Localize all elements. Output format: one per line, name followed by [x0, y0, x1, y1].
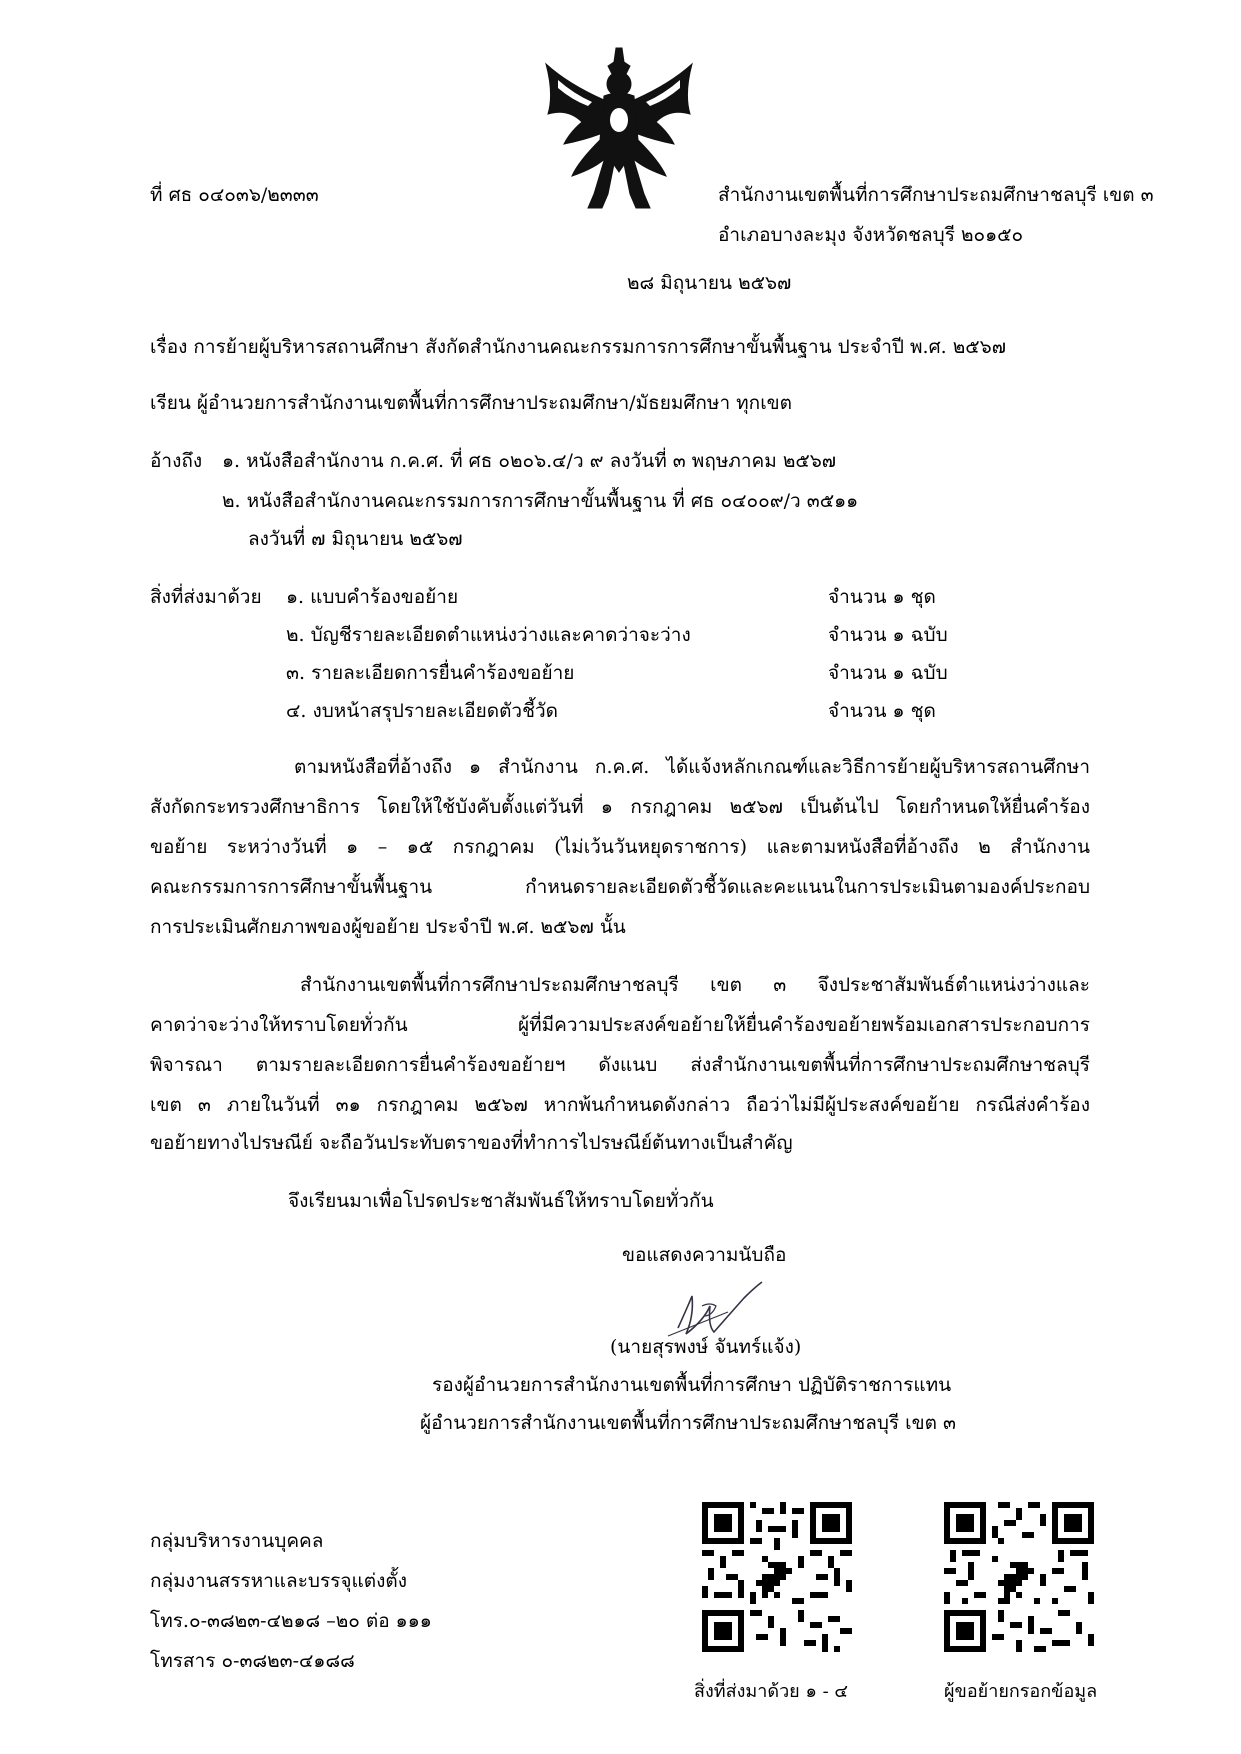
regards-line: ขอแสดงความนับถือ: [622, 1244, 787, 1266]
enclosure-item: ๒. บัญชีรายละเอียดตำแหน่งว่างและคาดว่าจะว่าง: [286, 624, 691, 646]
enclosure-item: ๓. รายละเอียดการยื่นคำร้องขอย้าย: [286, 662, 575, 684]
paragraph-2-line-1: สำนักงานเขตพื้นที่การศึกษาประถมศึกษาชลบุรี เขต ๓ จึงประชาสัมพันธ์ตำแหน่งว่างและ: [300, 974, 1090, 996]
paragraph-2-line-5: ขอย้ายทางไปรษณีย์ จะถือวันประทับตราของที่ทำการไปรษณีย์ต้นทางเป็นสำคัญ: [150, 1132, 793, 1154]
paragraph-2-line-3: พิจารณา ตามรายละเอียดการยื่นคำร้องขอย้ายฯ ดังแนบ ส่งสำนักงานเขตพื้นที่การศึกษาประถมศึกษาชลบุรี: [150, 1054, 1090, 1076]
signer-name: (นายสุรพงษ์ จันทร์แจ้ง): [610, 1336, 802, 1358]
document-number: ที่ ศธ ๐๔๐๓๖/๒๓๓๓: [150, 184, 319, 206]
letter-date: ๒๘ มิถุนายน ๒๕๖๗: [627, 272, 792, 294]
references-label: อ้างถึง: [150, 450, 203, 472]
signer-position-2: ผู้อำนวยการสำนักงานเขตพื้นที่การศึกษาประถมศึกษาชลบุรี เขต ๓: [420, 1412, 957, 1434]
enclosure-qty: จำนวน ๑ ชุด: [828, 700, 936, 722]
footer-phone: โทร.๐-๓๘๒๓-๔๒๑๘ –๒๐ ต่อ ๑๑๑: [150, 1610, 432, 1632]
closing-line: จึงเรียนมาเพื่อโปรดประชาสัมพันธ์ให้ทราบโดยทั่วกัน: [288, 1190, 714, 1212]
signer-position-1: รองผู้อำนวยการสำนักงานเขตพื้นที่การศึกษา ปฏิบัติราชการแทน: [432, 1374, 952, 1396]
recipient-line: เรียน ผู้อำนวยการสำนักงานเขตพื้นที่การศึกษาประถมศึกษา/มัธยมศึกษา ทุกเขต: [150, 392, 793, 414]
office-address: อำเภอบางละมุง จังหวัดชลบุรี ๒๐๑๕๐: [718, 224, 1024, 246]
enclosure-qty: จำนวน ๑ ชุด: [828, 586, 936, 608]
paragraph-1-line-3: ขอย้าย ระหว่างวันที่ ๑ – ๑๕ กรกฎาคม (ไม่เว้นวันหยุดราชการ) และตามหนังสือที่อ้างถึง ๒ สำนักงาน: [150, 836, 1090, 858]
reference-item-2-date: ลงวันที่ ๗ มิถุนายน ๒๕๖๗: [248, 528, 463, 550]
subject-line: เรื่อง การย้ายผู้บริหารสถานศึกษา สังกัดสำนักงานคณะกรรมการการศึกษาขั้นพื้นฐาน ประจำปี พ.ศ. ๒๕๖๗: [150, 336, 1006, 358]
footer-fax: โทรสาร ๐-๓๘๒๓-๔๑๘๘: [150, 1650, 355, 1672]
qr-caption-enclosures: สิ่งที่ส่งมาด้วย ๑ - ๔: [694, 1681, 849, 1702]
qr-code-enclosures-icon[interactable]: [702, 1502, 852, 1652]
paragraph-2-line-2: คาดว่าจะว่างให้ทราบโดยทั่วกัน ผู้ที่มีความประสงค์ขอย้ายให้ยื่นคำร้องขอย้ายพร้อมเอกสารประกอบการ: [150, 1014, 1090, 1036]
enclosure-qty: จำนวน ๑ ฉบับ: [828, 662, 948, 684]
office-name: สำนักงานเขตพื้นที่การศึกษาประถมศึกษาชลบุรี เขต ๓: [718, 184, 1154, 206]
paragraph-1-line-4: คณะกรรมการการศึกษาขั้นพื้นฐาน กำหนดรายละเอียดตัวชี้วัดและคะแนนในการประเมินตามองค์ประกอบ: [150, 876, 1090, 898]
enclosure-item: ๔. งบหน้าสรุปรายละเอียดตัวชี้วัด: [286, 700, 558, 722]
qr-code-applicant-form-icon[interactable]: [944, 1502, 1094, 1652]
enclosure-item: ๑. แบบคำร้องขอย้าย: [286, 586, 459, 608]
footer-department: กลุ่มบริหารงานบุคคล: [150, 1530, 324, 1552]
paragraph-1-line-2: สังกัดกระทรวงศึกษาธิการ โดยให้ใช้บังคับตั้งแต่วันที่ ๑ กรกฎาคม ๒๕๖๗ เป็นต้นไป โดยกำหนดให้ยื่นคำร้อง: [150, 796, 1090, 818]
garuda-emblem-icon: [538, 44, 700, 214]
footer-section: กลุ่มงานสรรหาและบรรจุแต่งตั้ง: [150, 1570, 407, 1592]
enclosure-qty: จำนวน ๑ ฉบับ: [828, 624, 948, 646]
enclosures-label: สิ่งที่ส่งมาด้วย: [150, 586, 262, 608]
reference-item-1: ๑. หนังสือสำนักงาน ก.ค.ศ. ที่ ศธ ๐๒๐๖.๔/ว ๙ ลงวันที่ ๓ พฤษภาคม ๒๕๖๗: [222, 450, 837, 472]
reference-item-2: ๒. หนังสือสำนักงานคณะกรรมการการศึกษาขั้นพื้นฐาน ที่ ศธ ๐๔๐๐๙/ว ๓๕๑๑: [222, 490, 859, 512]
paragraph-2-line-4: เขต ๓ ภายในวันที่ ๓๑ กรกฎาคม ๒๕๖๗ หากพ้นกำหนดดังกล่าว ถือว่าไม่มีผู้ประสงค์ขอย้าย กรณีส่งคำร้อง: [150, 1094, 1090, 1116]
qr-caption-applicant-form: ผู้ขอย้ายกรอกข้อมูล: [944, 1681, 1098, 1702]
paragraph-1-line-1: ตามหนังสือที่อ้างถึง ๑ สำนักงาน ก.ค.ศ. ได้แจ้งหลักเกณฑ์และวิธีการย้ายผู้บริหารสถานศึกษา: [294, 756, 1090, 778]
paragraph-1-line-5: การประเมินศักยภาพของผู้ขอย้าย ประจำปี พ.ศ. ๒๕๖๗ นั้น: [150, 916, 626, 938]
